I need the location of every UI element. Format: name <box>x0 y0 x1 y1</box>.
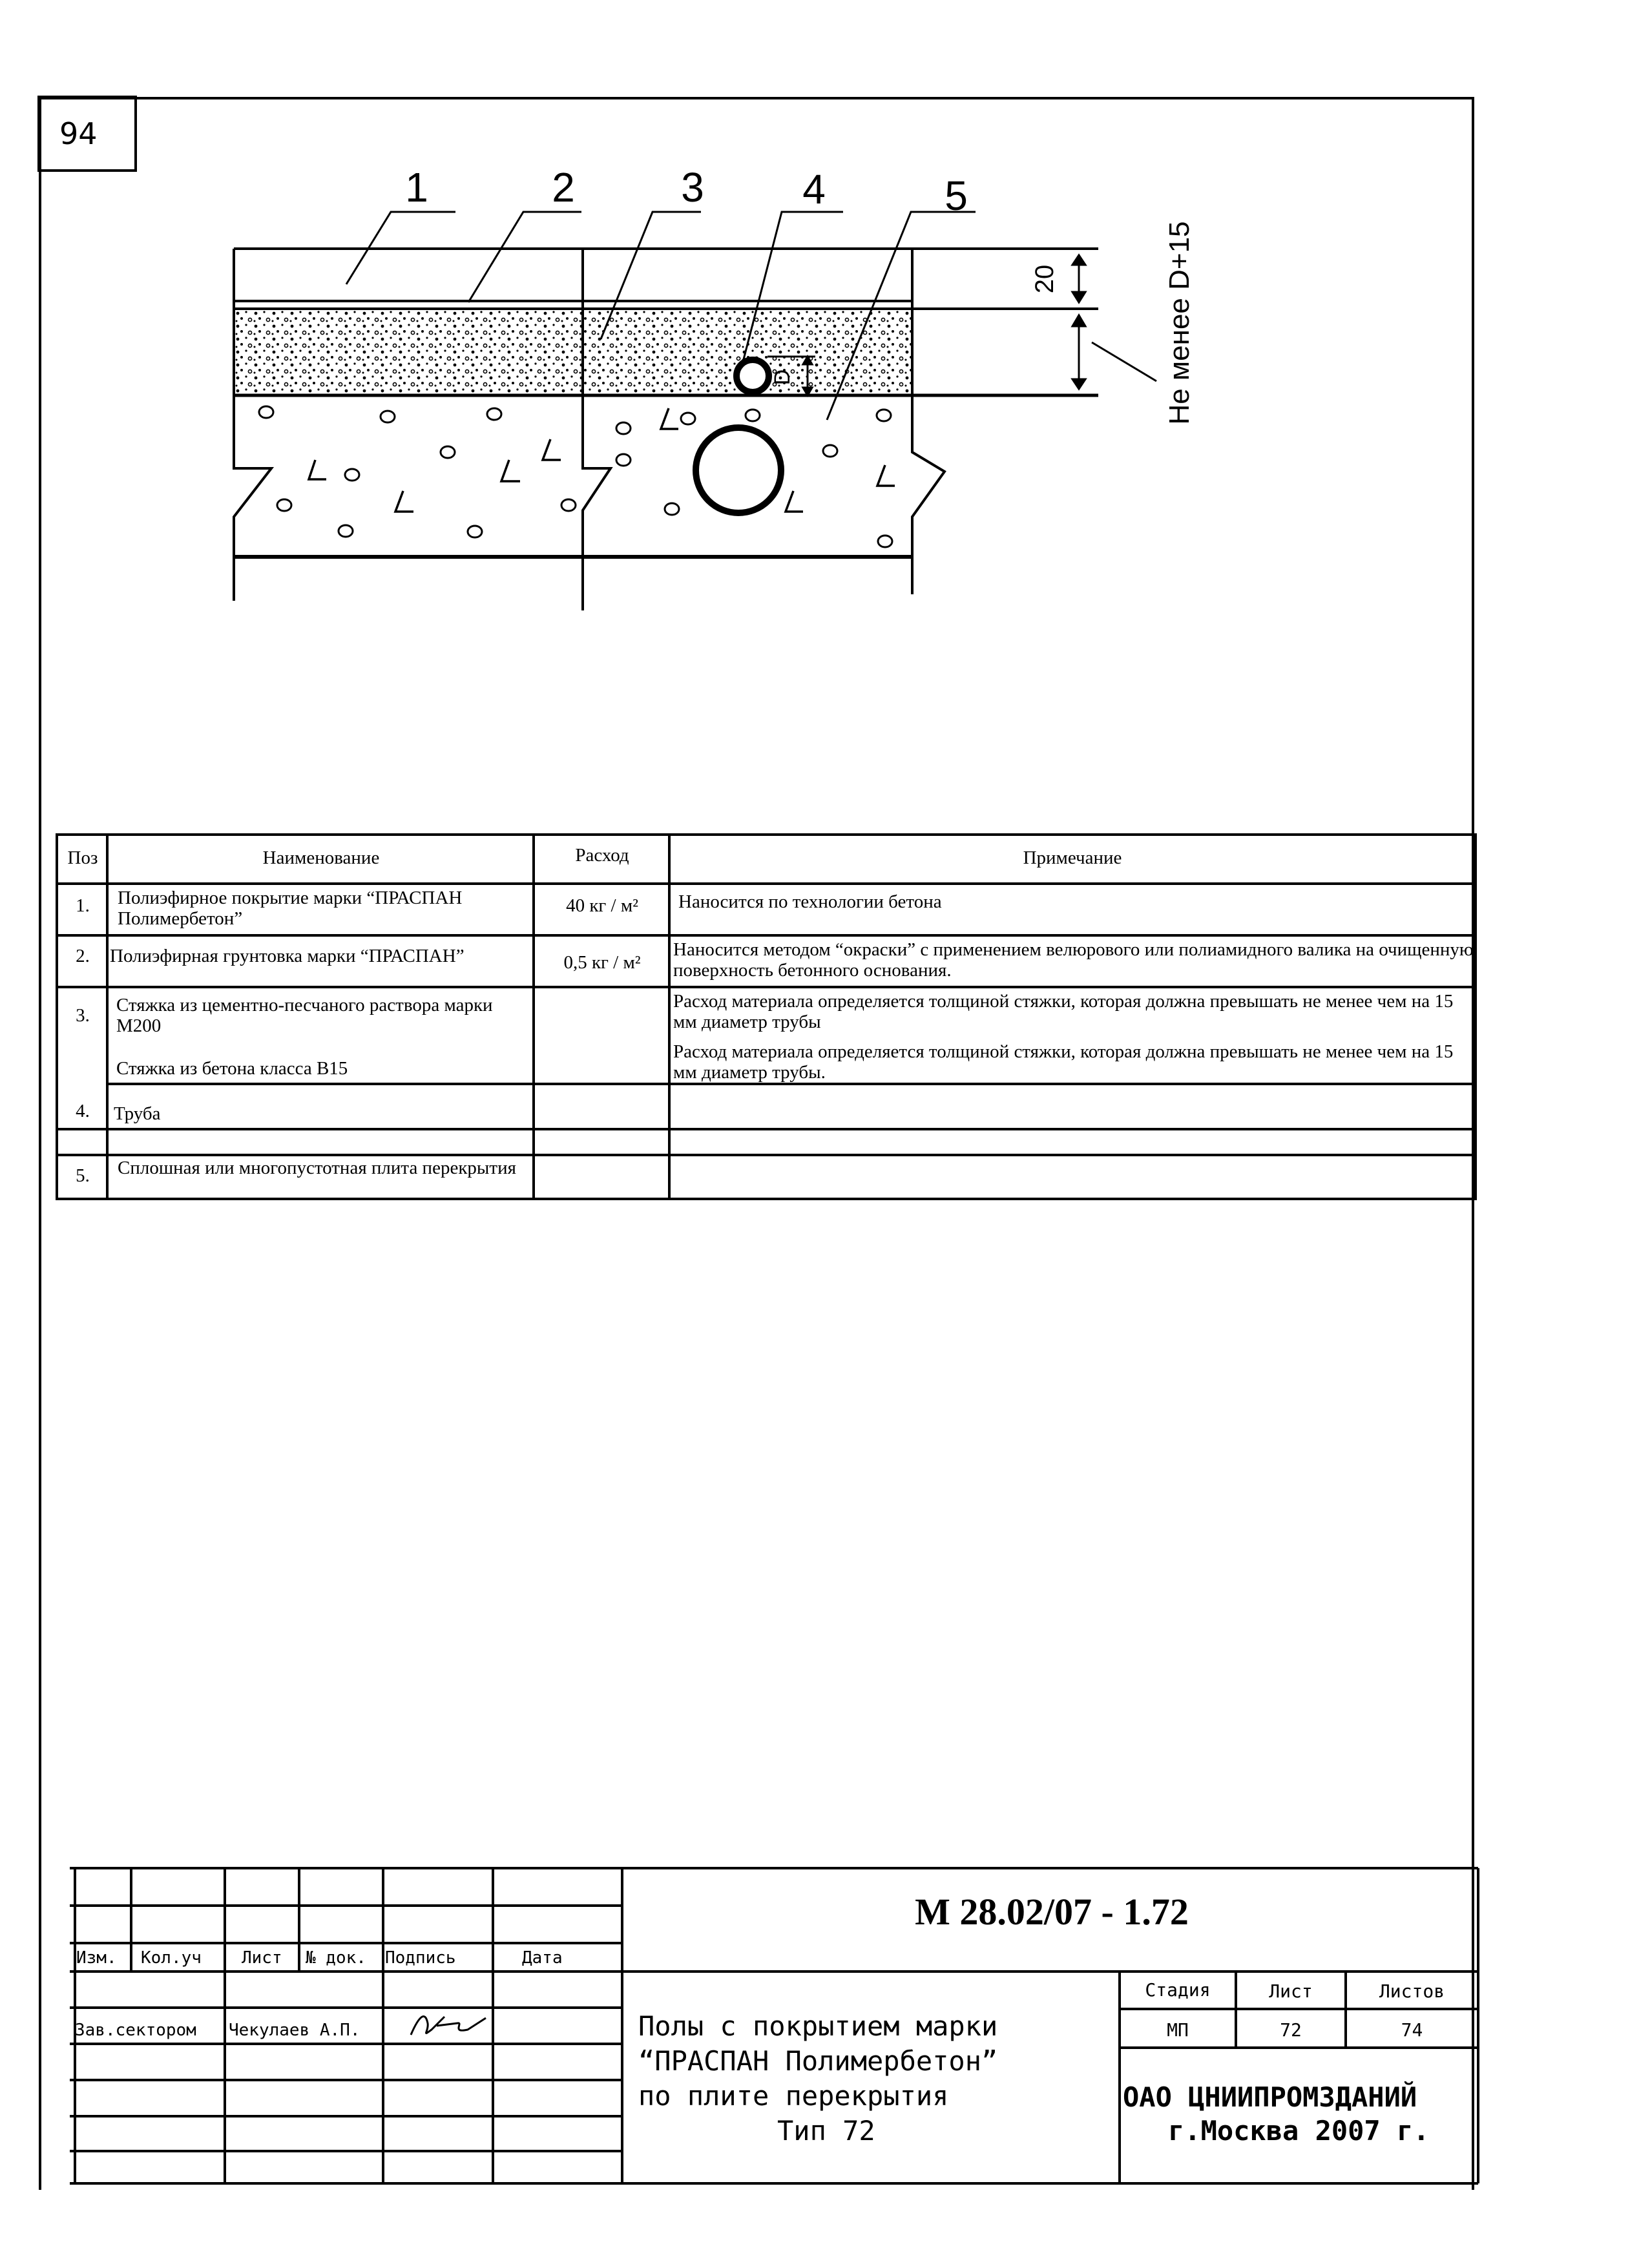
row-2-note: Наносится методом “окраски” с применением велюрового или полиамидного валика на очищенную поверхность бетонного основания. <box>673 939 1474 981</box>
row-3-note: Расход материала определяется толщиной стяжки, которая должна превышать не менее чем на 15 мм диаметр трубы <box>673 991 1454 1032</box>
col-rate-header: Расход <box>575 845 629 866</box>
row-3b-name: Стяжка из бетона класса В15 <box>116 1058 348 1079</box>
col-podpis: Подпись <box>385 1948 456 1968</box>
stage-label: Стадия <box>1145 1979 1211 2001</box>
dim-min-label: Не менее D+15 <box>1164 221 1195 425</box>
title-line-3: по плите перекрытия <box>638 2080 949 2112</box>
callout-3: 3 <box>681 164 704 211</box>
sheet-value: 72 <box>1280 2019 1302 2041</box>
col-pos-header: Поз <box>67 848 98 868</box>
sheet-label: Лист <box>1269 1981 1313 2002</box>
row-1-rate: 40 кг / м² <box>566 895 638 916</box>
slab-void <box>696 428 781 513</box>
dim-d-label: D <box>770 369 795 386</box>
row-2-pos: 2. <box>76 946 90 966</box>
person-name: Чекулаев А.П. <box>229 2021 360 2040</box>
col-note-header: Примечание <box>1023 848 1122 868</box>
heating-pipe <box>736 360 769 392</box>
document-code: М 28.02/07 - 1.72 <box>915 1891 1189 1933</box>
floor-section-drawing <box>0 0 1650 646</box>
callout-4: 4 <box>802 166 826 213</box>
row-3-name: Стяжка из цементно-песчаного раствора марки М200 <box>116 995 493 1036</box>
row-1-name: Полиэфирное покрытие марки “ПРАСПАН Полимербетон” <box>118 888 463 929</box>
title-block <box>70 1867 1485 2190</box>
col-ndok: № док. <box>306 1948 366 1968</box>
role-label: Зав.сектором <box>75 2021 196 2040</box>
row-3-pos: 3. <box>76 1005 90 1026</box>
row-2-rate: 0,5 кг / м² <box>563 952 641 973</box>
title-line-1: Полы с покрытием марки <box>638 2010 998 2042</box>
stage-value: МП <box>1167 2019 1189 2041</box>
callout-5: 5 <box>945 172 968 219</box>
row-5-pos: 5. <box>76 1165 90 1186</box>
row-3b-note: Расход материала определяется толщиной стяжки, которая должна превышать не менее чем на 15 мм диаметр трубы. <box>673 1041 1454 1083</box>
col-izm: Изм. <box>76 1948 117 1968</box>
spec-table <box>56 833 1477 1202</box>
screed-layer <box>234 310 912 394</box>
city-year: г.Москва 2007 г. <box>1168 2115 1430 2147</box>
col-data: Дата <box>522 1948 563 1968</box>
title-line-4: Тип 72 <box>777 2115 875 2147</box>
callout-2: 2 <box>552 164 575 211</box>
row-1-note: Наносится по технологии бетона <box>678 891 942 912</box>
title-line-2: “ПРАСПАН Полимербетон” <box>638 2045 998 2077</box>
row-1-pos: 1. <box>76 895 90 916</box>
col-name-header: Наименование <box>262 848 380 868</box>
page-number: 94 <box>37 96 137 172</box>
dim-20-label: 20 <box>1030 264 1059 294</box>
callout-1: 1 <box>405 164 428 211</box>
row-5-name: Сплошная или многопустотная плита перекрытия <box>118 1158 516 1178</box>
row-2-name: Полиэфирная грунтовка марки “ПРАСПАН” <box>110 946 465 966</box>
row-4-name: Труба <box>114 1103 161 1124</box>
row-4-pos: 4. <box>76 1101 90 1121</box>
organization: ОАО ЦНИИПРОМЗДАНИЙ <box>1123 2081 1417 2113</box>
signature <box>406 2004 490 2043</box>
sheets-label: Листов <box>1379 1981 1445 2002</box>
col-list: Лист <box>242 1948 282 1968</box>
sheets-value: 74 <box>1401 2019 1423 2041</box>
col-kol: Кол.уч <box>141 1948 202 1968</box>
